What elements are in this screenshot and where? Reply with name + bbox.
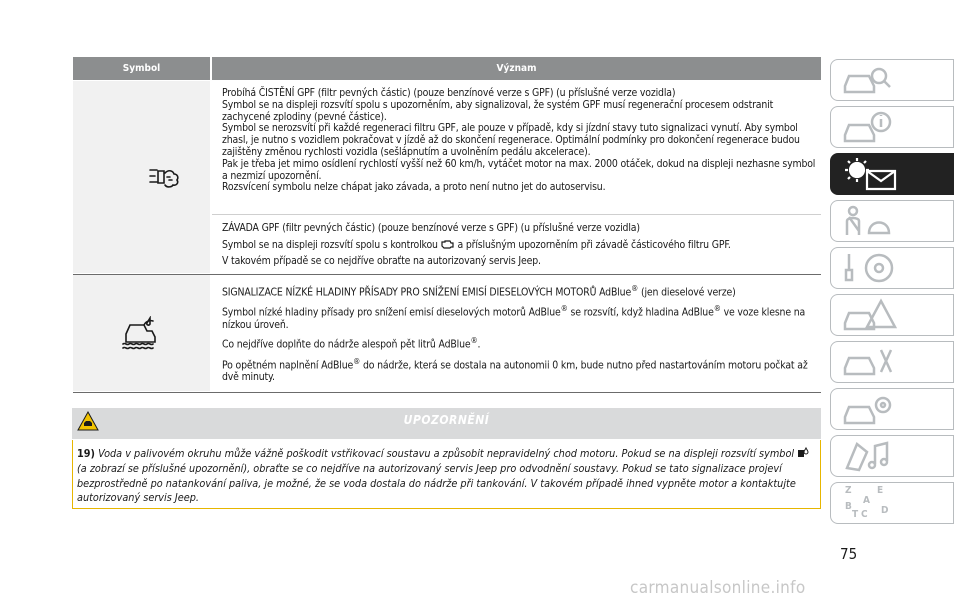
warning-text: 19) Voda v palivovém okruhu může vážně poškodit vstřikovací soustavu a způsobit nepravidelný chod motoru. Pokud se na displeji rozsvítí symbol (a zobrazí se příslušné upozornění), obraťte se co nejdříve na autorizovaný servis Jeep pro odvodnění soustavy. Pokud se tato signalizace projeví bezprostředně po natankování paliva, je možné, že se voda dostala do nádrže při tankování. V takovém případě ihned vypněte motor a kontaktujte autorizovaný servis Jeep. <box>77 446 817 506</box>
car-info-icon <box>841 109 901 145</box>
tab-warning-lights[interactable] <box>830 153 954 195</box>
gpf-regeneration-icon <box>147 165 183 189</box>
column-header-symbol: Symbol <box>73 57 210 80</box>
table-bottom-border <box>73 392 821 393</box>
paragraph: Symbol se na displeji rozsvítí spolu s upozorněním, aby signalizoval, že systém GPF musí regenerační procesem odstranit zachycené zplodiny (pevné částice). <box>222 98 774 123</box>
car-wrench-icon <box>841 344 901 380</box>
gpf-fault-advice: V takovém případě se co nejdříve obraťte na autorizovaný servis Jeep. <box>222 254 541 267</box>
paragraph: Rozsvícení symbolu nelze chápat jako závada, a proto není nutno jet do autoservisu. <box>222 181 606 194</box>
media-note-icon <box>841 438 901 474</box>
warning-triangle-icon <box>841 297 901 333</box>
paragraph: Probíhá ČISTĚNÍ GPF (filtr pevných částic) (pouze benzínové verze s GPF) (u příslušné verze vozidla) <box>222 87 676 99</box>
warning-number: 19) <box>77 447 95 460</box>
gpf-cleaning-description <box>222 88 820 194</box>
tab-maintenance[interactable] <box>830 341 954 383</box>
tab-emergency[interactable] <box>830 294 954 336</box>
alphabet-icon: Z E A B C D T <box>845 485 889 520</box>
warning-light-envelope-icon <box>839 155 903 193</box>
seatbelt-airbag-icon <box>841 203 901 239</box>
row-divider <box>212 214 821 215</box>
tab-info[interactable] <box>830 106 954 148</box>
row-divider <box>73 274 821 275</box>
gpf-fault-description <box>222 223 820 267</box>
paragraph: Symbol se nerozsvítí při každé regeneraci filtru GPF, ale pouze v případě, kdy si jízdní stavy tuto signalizaci vynutí. Aby symbol zhasl, je nutno s vozidlem pokračovat v jízdě až do skončení regenerace. Optimální podmínky pro dokončení regenerace budou zajištěny změnou rychlosti vozidla (sešlápnutím a uvolněním pedálu akcelerace). <box>222 122 800 158</box>
adblue-paragraph: Po opětném naplnění AdBlue® do nádrže, která se dostala na autonomii 0 km, bude nutno před nastartováním motoru počkat až dvě minuty. <box>222 356 808 383</box>
adblue-paragraph: Co nejdříve doplňte do nádrže alespoň pět litrů AdBlue®. <box>222 336 481 351</box>
car-gear-icon <box>841 391 901 427</box>
engine-check-icon <box>441 239 455 249</box>
watermark: carmanualsonline.info <box>630 578 806 598</box>
tab-multimedia[interactable] <box>830 435 954 477</box>
column-header-meaning: Význam <box>212 57 821 80</box>
page-number: 75 <box>840 545 858 563</box>
water-in-fuel-icon <box>797 446 811 458</box>
tab-index[interactable] <box>830 482 954 524</box>
gpf-fault-title: ZÁVADA GPF (filtr pevných částic) (pouze benzínové verze s GPF) (u příslušné verze vozidla) <box>222 222 640 234</box>
warning-title: UPOZORNĚNÍ <box>403 413 490 427</box>
tab-safety[interactable] <box>830 200 954 242</box>
tab-vehicle-search[interactable] <box>830 59 954 101</box>
paragraph: Pak je třeba jet mimo osídlení rychlostí vyšší než 60 km/h, vytáčet motor na max. 2000 otáček, dokud na displeji nezhasne symbol a nezmizí upozornění. <box>222 157 816 182</box>
adblue-description <box>222 283 820 384</box>
symbol-cell-gpf <box>73 81 210 273</box>
adblue-level-icon <box>120 316 160 350</box>
tab-driving[interactable] <box>830 247 954 289</box>
adblue-title: SIGNALIZACE NÍZKÉ HLADINY PŘÍSADY PRO SNÍŽENÍ EMISÍ DIESELOVÝCH MOTORŮ AdBlue® (jen dieselové verze) <box>222 284 736 299</box>
adblue-paragraph: Symbol nízké hladiny přísady pro snížení emisí dieselových motorů AdBlue® se rozsvítí, když hladina AdBlue® ve voze klesne na nízkou úroveň. <box>222 304 806 331</box>
steering-key-icon <box>841 250 901 286</box>
gpf-fault-line: Symbol se na displeji rozsvítí spolu s kontrolkou a příslušným upozorněním při závadě částicového filtru GPF. <box>222 238 731 251</box>
car-magnifier-icon <box>841 62 901 98</box>
tab-specs[interactable] <box>830 388 954 430</box>
